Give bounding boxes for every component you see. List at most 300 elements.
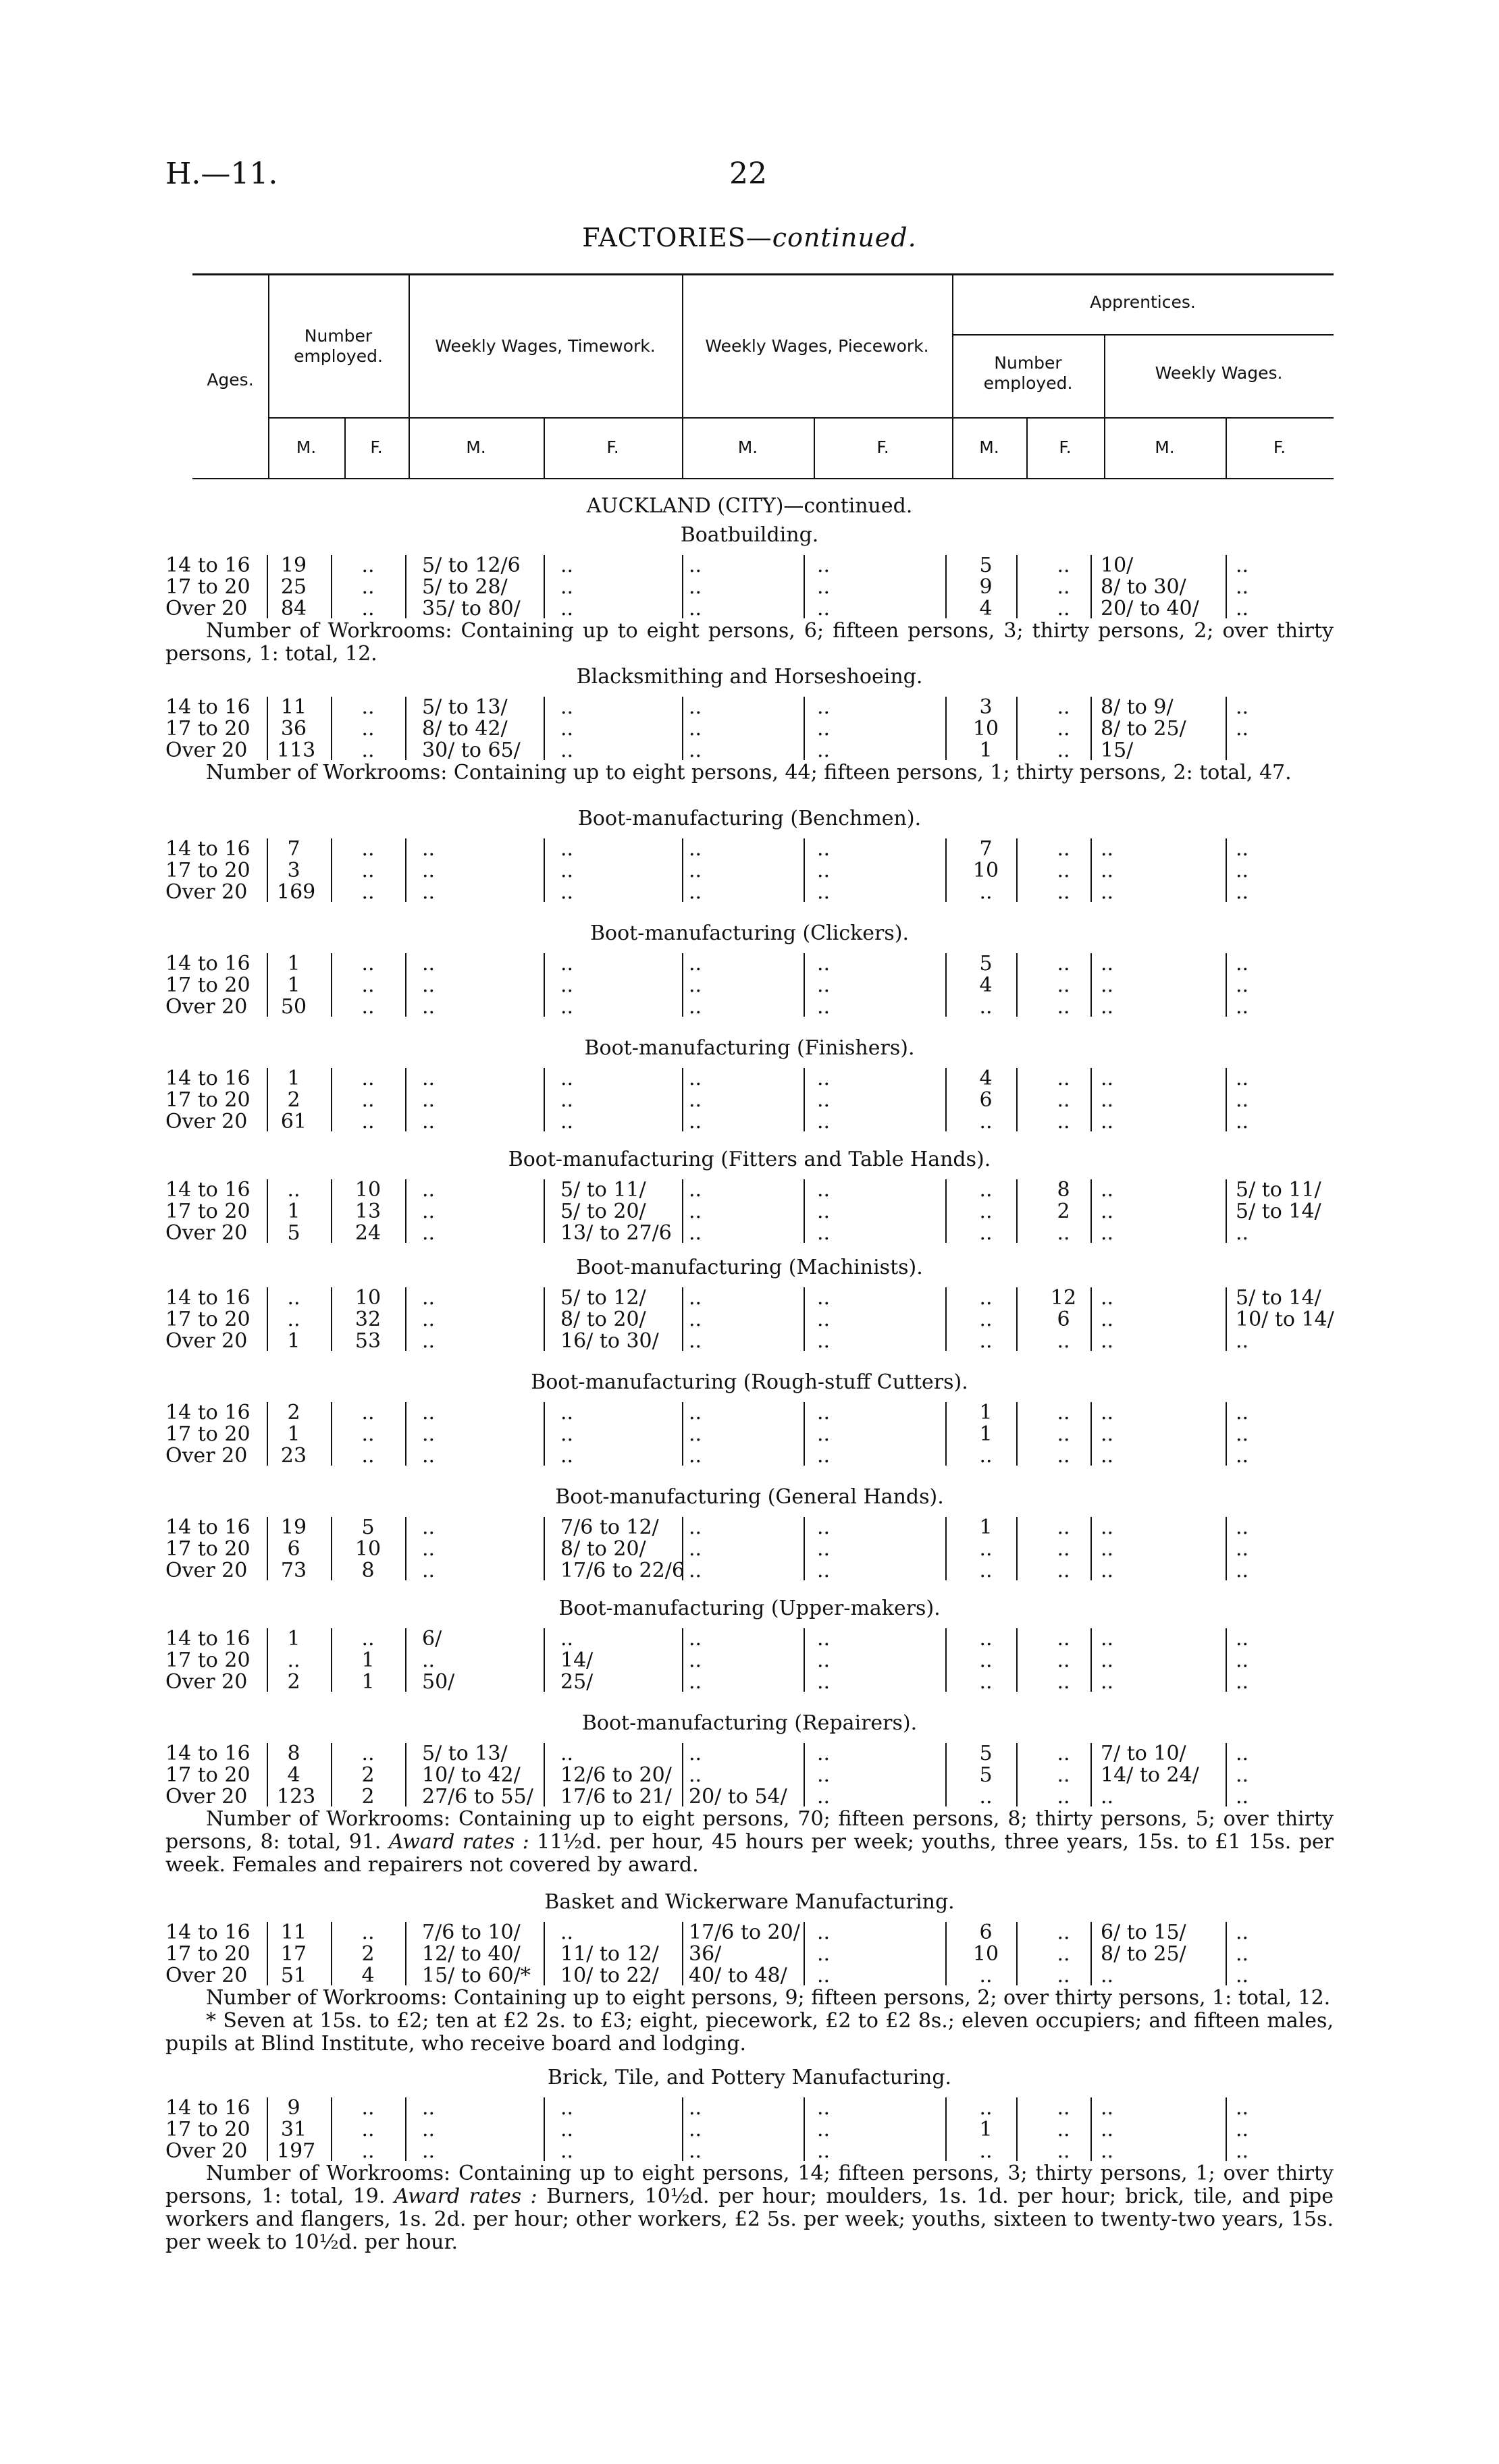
cell-fae: .. — [1057, 575, 1070, 599]
cell-me: 2 — [287, 1670, 300, 1694]
cell-fe: 1 — [361, 1649, 375, 1672]
column-rule — [682, 1068, 683, 1131]
cell-fpw: .. — [817, 2096, 831, 2120]
cell-ftw: .. — [560, 695, 574, 719]
column-rule — [682, 1517, 683, 1580]
column-rule — [804, 1402, 805, 1466]
cell-me: .. — [287, 1178, 300, 1202]
cell-age: 14 to 16 — [165, 1742, 251, 1765]
cell-maw: .. — [1101, 1627, 1114, 1651]
cell-faw: .. — [1236, 1964, 1249, 1987]
column-rule — [1226, 1517, 1227, 1580]
cell-mpw: .. — [689, 1067, 702, 1090]
award-rates-text: 11½d. per hour, 45 hours per week; youths, three years, 15s. to £1 15s. per week. Females and repairers not covered by award. — [165, 1830, 1334, 1877]
column-rule — [405, 1517, 406, 1580]
column-rule — [1016, 953, 1018, 1017]
cell-mae: 5 — [979, 1742, 993, 1765]
cell-fae: .. — [1057, 2118, 1070, 2141]
cell-maw: 6/ to 15/ — [1101, 1921, 1186, 1944]
table-row — [0, 1444, 1499, 1467]
cell-fe: 32 — [354, 1308, 382, 1331]
column-rule — [267, 1402, 268, 1466]
cell-mtw: 5/ to 12/6 — [422, 554, 521, 577]
cell-mtw: .. — [422, 1329, 436, 1353]
column-rule — [1090, 953, 1092, 1017]
cell-fe: 2 — [361, 1942, 375, 1966]
cell-fpw: .. — [817, 1921, 831, 1944]
cell-faw: .. — [1236, 717, 1249, 741]
cell-me: 1 — [287, 1627, 300, 1651]
column-rule — [945, 1517, 947, 1580]
cell-mtw: .. — [422, 1537, 436, 1561]
column-rule — [945, 953, 947, 1017]
column-rule — [1016, 1068, 1018, 1131]
cell-mtw: .. — [422, 859, 436, 882]
column-rule — [682, 2097, 683, 2161]
column-rule — [544, 697, 545, 760]
cell-fpw: .. — [817, 1286, 831, 1310]
cell-mpw: .. — [689, 952, 702, 975]
cell-me: 19 — [280, 1516, 307, 1539]
cell-mtw: 5/ to 13/ — [422, 1742, 508, 1765]
cell-age: 17 to 20 — [165, 1088, 251, 1112]
cell-fpw: .. — [817, 837, 831, 861]
header-f: F. — [370, 437, 383, 457]
cell-faw: .. — [1236, 1785, 1249, 1809]
cell-maw: .. — [1101, 1785, 1114, 1809]
cell-maw: .. — [1101, 1200, 1114, 1223]
cell-fe: .. — [361, 575, 375, 599]
cell-mae: 7 — [979, 837, 993, 861]
cell-mae: 1 — [979, 1422, 993, 1446]
cell-age: 17 to 20 — [165, 973, 251, 997]
award-rates-label: Award rates : — [394, 2185, 537, 2208]
column-header — [192, 273, 1334, 479]
table-row — [0, 1516, 1499, 1538]
cell-age: Over 20 — [165, 1964, 248, 1987]
cell-mae: .. — [979, 2096, 993, 2120]
column-rule — [405, 953, 406, 1017]
cell-fae: .. — [1057, 995, 1070, 1019]
cell-mtw: .. — [422, 1178, 436, 1202]
table-row — [0, 1742, 1499, 1765]
column-rule — [1226, 1628, 1227, 1692]
cell-mpw: .. — [689, 2096, 702, 2120]
cell-fe: 10 — [354, 1537, 382, 1561]
cell-me: 84 — [280, 597, 307, 620]
cell-ftw: 8/ to 20/ — [560, 1537, 646, 1561]
cell-maw: .. — [1101, 1649, 1114, 1672]
column-rule — [331, 697, 332, 760]
column-rule — [804, 2097, 805, 2161]
column-rule — [1016, 1743, 1018, 1806]
cell-mtw: .. — [422, 1286, 436, 1310]
cell-me: 1 — [287, 1200, 300, 1223]
cell-fe: .. — [361, 952, 375, 975]
cell-mpw: .. — [689, 1742, 702, 1765]
cell-age: 14 to 16 — [165, 1067, 251, 1090]
cell-mtw: .. — [422, 952, 436, 975]
column-rule — [267, 2097, 268, 2161]
cell-maw: .. — [1101, 1088, 1114, 1112]
column-rule — [405, 697, 406, 760]
cell-mae: 5 — [979, 554, 993, 577]
cell-faw: .. — [1236, 973, 1249, 997]
column-rule — [1090, 697, 1092, 760]
column-rule — [331, 1179, 332, 1243]
cell-maw: .. — [1101, 2118, 1114, 2141]
cell-fae: .. — [1057, 1516, 1070, 1539]
cell-mtw: 5/ to 28/ — [422, 575, 508, 599]
cell-ftw: 17/6 to 22/6 — [560, 1559, 685, 1582]
column-rule — [804, 697, 805, 760]
column-rule — [1090, 2097, 1092, 2161]
cell-fe: .. — [361, 2096, 375, 2120]
cell-age: 14 to 16 — [165, 952, 251, 975]
cell-mae: .. — [979, 1200, 993, 1223]
cell-mae: 6 — [979, 1088, 993, 1112]
cell-mae: .. — [979, 1221, 993, 1245]
cell-mtw: 15/ to 60/* — [422, 1964, 531, 1987]
cell-maw: .. — [1101, 1670, 1114, 1694]
cell-mpw: .. — [689, 2118, 702, 2141]
cell-faw: .. — [1236, 1329, 1249, 1353]
table-row — [0, 554, 1499, 577]
cell-me: 1 — [287, 1329, 300, 1353]
column-rule — [267, 1179, 268, 1243]
cell-age: 14 to 16 — [165, 1516, 251, 1539]
cell-fpw: .. — [817, 1537, 831, 1561]
cell-maw: .. — [1101, 1537, 1114, 1561]
column-rule — [945, 2097, 947, 2161]
cell-mae: .. — [979, 1444, 993, 1468]
cell-ftw: .. — [560, 597, 574, 620]
cell-maw: .. — [1101, 1110, 1114, 1133]
cell-fae: .. — [1057, 1444, 1070, 1468]
cell-mae: 1 — [979, 739, 993, 762]
column-rule — [682, 838, 683, 902]
cell-fe: .. — [361, 1422, 375, 1446]
column-rule — [544, 1743, 545, 1806]
cell-ftw: .. — [560, 2096, 574, 2120]
cell-fe: .. — [361, 1627, 375, 1651]
cell-fpw: .. — [817, 739, 831, 762]
column-rule — [405, 1402, 406, 1466]
cell-fpw: .. — [817, 1516, 831, 1539]
cell-mtw: 5/ to 13/ — [422, 695, 508, 719]
cell-me: 19 — [280, 554, 307, 577]
cell-faw: .. — [1236, 1627, 1249, 1651]
cell-mae: 10 — [972, 859, 999, 882]
workrooms-note: Number of Workrooms: Containing up to eight persons, 70; fifteen persons, 8; thirty persons, 5; over thirty persons, 8: total, 91. Award rates : 11½d. per hour, 45 hours per week; youths, three years, 15s. to £1 15s. per week. Females and repairers not covered by award. — [165, 1807, 1334, 1877]
cell-mtw: .. — [422, 1444, 436, 1468]
header-app-number-employed: Number employed. — [983, 353, 1073, 393]
cell-maw: .. — [1101, 859, 1114, 882]
column-rule — [267, 1628, 268, 1692]
cell-ftw: .. — [560, 973, 574, 997]
column-rule — [405, 555, 406, 618]
cell-fe: .. — [361, 1921, 375, 1944]
cell-faw: 5/ to 11/ — [1236, 1178, 1321, 1202]
cell-mtw: .. — [422, 1067, 436, 1090]
header-f: F. — [1273, 437, 1286, 457]
cell-faw: .. — [1236, 1559, 1249, 1582]
table-row — [0, 952, 1499, 975]
cell-faw: .. — [1236, 575, 1249, 599]
cell-maw: .. — [1101, 1329, 1114, 1353]
column-rule — [331, 1743, 332, 1806]
cell-mtw: .. — [422, 837, 436, 861]
column-rule — [945, 1179, 947, 1243]
cell-age: Over 20 — [165, 739, 248, 762]
column-rule — [544, 1179, 545, 1243]
cell-faw: .. — [1236, 1110, 1249, 1133]
cell-mpw: .. — [689, 739, 702, 762]
table-row — [0, 1401, 1499, 1424]
column-rule — [267, 1517, 268, 1580]
cell-ftw: 11/ to 12/ — [560, 1942, 659, 1966]
cell-faw: .. — [1236, 1742, 1249, 1765]
cell-mae: 9 — [979, 575, 993, 599]
cell-me: 31 — [280, 2118, 307, 2141]
cell-ftw: .. — [560, 1921, 574, 1944]
workrooms-note: Number of Workrooms: Containing up to eight persons, 6; fifteen persons, 3; thirty persons, 2; over thirty persons, 1: total, 12. — [165, 619, 1334, 666]
table-row — [0, 1559, 1499, 1582]
cell-age: 14 to 16 — [165, 554, 251, 577]
cell-fe: .. — [361, 695, 375, 719]
column-rule — [945, 1287, 947, 1351]
cell-faw: .. — [1236, 1516, 1249, 1539]
column-rule — [682, 1287, 683, 1351]
cell-fe: .. — [361, 1444, 375, 1468]
cell-faw: 5/ to 14/ — [1236, 1286, 1321, 1310]
cell-ftw: 5/ to 12/ — [560, 1286, 646, 1310]
cell-me: 73 — [280, 1559, 307, 1582]
cell-fae: .. — [1057, 695, 1070, 719]
cell-ftw: 7/6 to 12/ — [560, 1516, 659, 1539]
cell-age: 17 to 20 — [165, 1942, 251, 1966]
cell-ftw: .. — [560, 837, 574, 861]
column-rule — [544, 1287, 545, 1351]
column-rule — [1226, 1402, 1227, 1466]
cell-fe: .. — [361, 1401, 375, 1424]
cell-maw: 10/ — [1101, 554, 1134, 577]
column-rule — [804, 1068, 805, 1131]
cell-fe: .. — [361, 554, 375, 577]
column-rule — [1090, 1517, 1092, 1580]
section-title: Boot-manufacturing (Rough-stuff Cutters). — [531, 1370, 968, 1394]
cell-fe: 13 — [354, 1200, 382, 1223]
column-rule — [1226, 697, 1227, 760]
table-row — [0, 1627, 1499, 1650]
cell-mpw: 17/6 to 20/ — [689, 1921, 800, 1944]
cell-fe: 8 — [361, 1559, 375, 1582]
cell-mtw: .. — [422, 880, 436, 904]
cell-maw: .. — [1101, 1559, 1114, 1582]
column-rule — [682, 1743, 683, 1806]
column-rule — [331, 2097, 332, 2161]
cell-mae: .. — [979, 1649, 993, 1672]
cell-fae: .. — [1057, 2139, 1070, 2163]
cell-age: 17 to 20 — [165, 2118, 251, 2141]
column-rule — [1016, 1402, 1018, 1466]
cell-faw: 10/ to 14/ — [1236, 1308, 1334, 1331]
table-row — [0, 1537, 1499, 1560]
cell-ftw: .. — [560, 739, 574, 762]
cell-me: 6 — [287, 1537, 300, 1561]
cell-fae: .. — [1057, 837, 1070, 861]
header-m: M. — [296, 437, 317, 457]
page-title: FACTORIES—continued. — [582, 223, 917, 252]
cell-maw: 20/ to 40/ — [1101, 597, 1199, 620]
cell-faw: .. — [1236, 1763, 1249, 1787]
column-rule — [1090, 1068, 1092, 1131]
column-rule — [1090, 1743, 1092, 1806]
cell-faw: .. — [1236, 1921, 1249, 1944]
workrooms-note: Number of Workrooms: Containing up to eight persons, 44; fifteen persons, 1; thirty persons, 2: total, 47. — [206, 761, 1292, 784]
cell-fe: .. — [361, 973, 375, 997]
section-title: Boatbuilding. — [680, 523, 819, 547]
cell-fae: .. — [1057, 1670, 1070, 1694]
column-rule — [1226, 1287, 1227, 1351]
cell-ftw: 17/6 to 21/ — [560, 1785, 672, 1809]
cell-fpw: .. — [817, 880, 831, 904]
cell-mpw: .. — [689, 1516, 702, 1539]
cell-mpw: .. — [689, 1422, 702, 1446]
cell-mpw: .. — [689, 1110, 702, 1133]
column-rule — [945, 555, 947, 618]
cell-age: 14 to 16 — [165, 837, 251, 861]
column-rule — [1226, 555, 1227, 618]
header-apprentices: Apprentices. — [1090, 292, 1196, 312]
cell-age: Over 20 — [165, 1785, 248, 1809]
cell-age: 17 to 20 — [165, 1537, 251, 1561]
cell-fpw: .. — [817, 1627, 831, 1651]
cell-ftw: 14/ — [560, 1649, 594, 1672]
cell-fe: .. — [361, 837, 375, 861]
cell-mae: .. — [979, 1110, 993, 1133]
cell-mpw: .. — [689, 1221, 702, 1245]
cell-age: 17 to 20 — [165, 575, 251, 599]
cell-mae: 3 — [979, 695, 993, 719]
cell-age: 14 to 16 — [165, 1286, 251, 1310]
cell-fpw: .. — [817, 1401, 831, 1424]
table-row — [0, 1088, 1499, 1111]
cell-fpw: .. — [817, 1200, 831, 1223]
cell-mtw: .. — [422, 1308, 436, 1331]
cell-fe: 53 — [354, 1329, 382, 1353]
cell-mae: .. — [979, 1627, 993, 1651]
cell-mpw: .. — [689, 880, 702, 904]
column-rule — [1090, 1922, 1092, 1985]
cell-age: 14 to 16 — [165, 1401, 251, 1424]
cell-me: 1 — [287, 1067, 300, 1090]
cell-fpw: .. — [817, 575, 831, 599]
column-rule — [1226, 1179, 1227, 1243]
cell-maw: .. — [1101, 1401, 1114, 1424]
column-rule — [804, 1287, 805, 1351]
cell-fe: 2 — [361, 1785, 375, 1809]
header-f: F. — [606, 437, 619, 457]
cell-me: 51 — [280, 1964, 307, 1987]
section-title: Boot-manufacturing (Machinists). — [576, 1256, 923, 1279]
workrooms-note: Number of Workrooms: Containing up to eight persons, 14; fifteen persons, 3; thirty persons, 1; over thirty persons, 1: total, 19. Award rates : Burners, 10½d. per hour; moulders, 1s. 1d. per hour; brick, tile, and pipe workers and flangers, 1s. 2d. per hour; other workers, £2 5s. per week; youths, sixteen to twenty-two years, 15s. per week to 10½d. per hour. — [165, 2162, 1334, 2254]
award-rates-text: Burners, 10½d. per hour; moulders, 1s. 1d. per hour; brick, tile, and pipe workers and flangers, 1s. 2d. per hour; other workers, £2 5s. per week; youths, sixteen to twenty-two years, 15s. per week to 10½d. per hour. — [165, 2185, 1334, 2254]
table-row — [0, 880, 1499, 903]
column-rule — [331, 1287, 332, 1351]
cell-age: Over 20 — [165, 995, 248, 1019]
cell-me: 2 — [287, 1088, 300, 1112]
cell-mtw: .. — [422, 1516, 436, 1539]
column-rule — [405, 1287, 406, 1351]
cell-maw: 8/ to 25/ — [1101, 1942, 1186, 1966]
cell-age: Over 20 — [165, 880, 248, 904]
table-row — [0, 2096, 1499, 2119]
cell-age: 17 to 20 — [165, 1200, 251, 1223]
cell-me: 3 — [287, 859, 300, 882]
column-rule — [945, 1068, 947, 1131]
cell-maw: 8/ to 25/ — [1101, 717, 1186, 741]
cell-me: .. — [287, 1649, 300, 1672]
cell-mtw: 8/ to 42/ — [422, 717, 508, 741]
column-rule — [267, 1068, 268, 1131]
cell-mpw: .. — [689, 995, 702, 1019]
cell-fpw: .. — [817, 859, 831, 882]
cell-mpw: .. — [689, 1286, 702, 1310]
cell-age: Over 20 — [165, 1221, 248, 1245]
cell-faw: .. — [1236, 2118, 1249, 2141]
cell-ftw: 16/ to 30/ — [560, 1329, 659, 1353]
cell-ftw: 25/ — [560, 1670, 594, 1694]
cell-fe: .. — [361, 1110, 375, 1133]
section-title: Basket and Wickerware Manufacturing. — [544, 1890, 955, 1914]
column-rule — [682, 1179, 683, 1243]
table-row — [0, 1110, 1499, 1133]
cell-maw: .. — [1101, 1516, 1114, 1539]
column-rule — [405, 1743, 406, 1806]
header-number-employed: Number employed. — [294, 326, 383, 366]
cell-faw: .. — [1236, 554, 1249, 577]
cell-mae: 1 — [979, 1401, 993, 1424]
cell-fae: 2 — [1057, 1200, 1070, 1223]
cell-fae: 12 — [1050, 1286, 1077, 1310]
cell-mtw: .. — [422, 995, 436, 1019]
cell-mae: 4 — [979, 973, 993, 997]
cell-mtw: 7/6 to 10/ — [422, 1921, 521, 1944]
cell-ftw: 12/6 to 20/ — [560, 1763, 672, 1787]
column-rule — [1226, 1068, 1227, 1131]
cell-mtw: 30/ to 65/ — [422, 739, 521, 762]
column-rule — [1090, 1628, 1092, 1692]
cell-fe: 5 — [361, 1516, 375, 1539]
cell-me: 1 — [287, 1422, 300, 1446]
cell-faw: .. — [1236, 995, 1249, 1019]
column-rule — [1016, 1287, 1018, 1351]
cell-fpw: .. — [817, 1422, 831, 1446]
cell-fe: 24 — [354, 1221, 382, 1245]
cell-ftw: .. — [560, 1110, 574, 1133]
cell-fe: 2 — [361, 1763, 375, 1787]
column-rule — [1016, 2097, 1018, 2161]
column-rule — [267, 555, 268, 618]
cell-fae: .. — [1057, 597, 1070, 620]
cell-me: 1 — [287, 973, 300, 997]
header-m: M. — [466, 437, 486, 457]
column-rule — [945, 838, 947, 902]
cell-mpw: .. — [689, 859, 702, 882]
cell-faw: .. — [1236, 1444, 1249, 1468]
cell-mae: 10 — [972, 717, 999, 741]
